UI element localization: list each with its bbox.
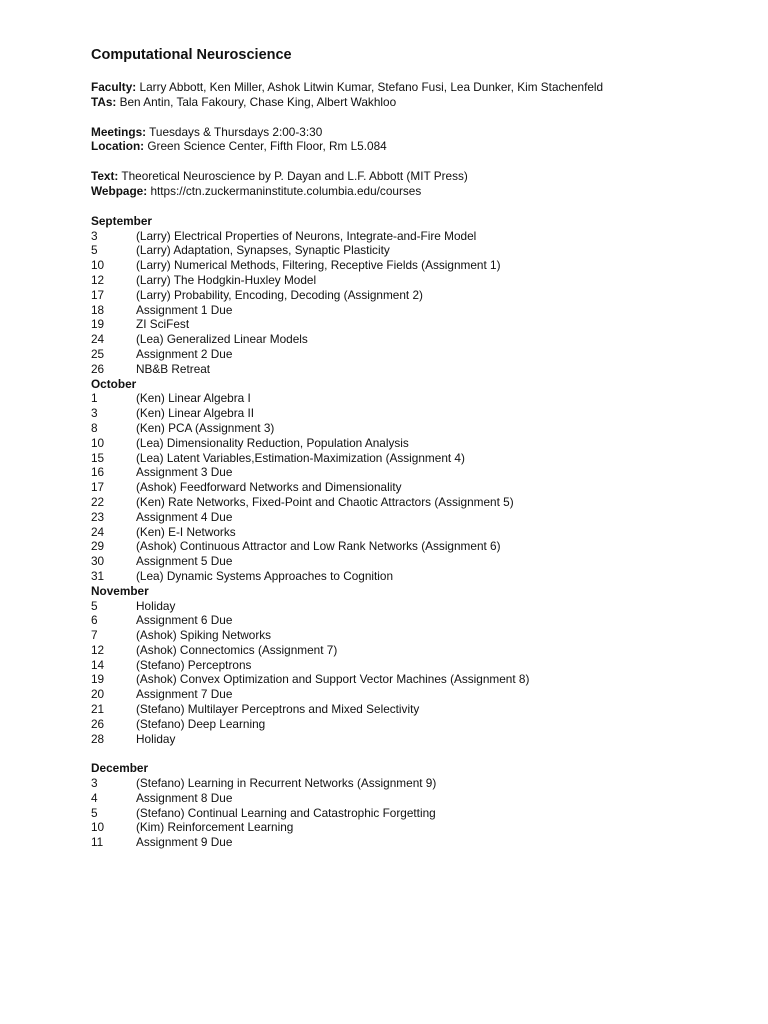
schedule-entry [91, 303, 731, 318]
schedule-entry [91, 554, 731, 569]
entry-description: Assignment 2 Due [136, 346, 233, 361]
schedule-entry [91, 317, 731, 332]
entry-description: Assignment 3 Due [136, 465, 233, 480]
entry-day: 3 [91, 228, 98, 243]
entry-description: (Ken) PCA (Assignment 3) [136, 420, 275, 435]
entry-day: 23 [91, 509, 105, 524]
entry-description: (Stefano) Learning in Recurrent Networks (Assignment 9) [136, 776, 437, 791]
schedule-entry [91, 243, 731, 258]
entry-description: (Stefano) Perceptrons [136, 657, 252, 672]
entry-day: 8 [91, 420, 98, 435]
entry-day: 18 [91, 302, 105, 317]
entry-description: Assignment 8 Due [136, 790, 233, 805]
tas-value: Ben Antin, Tala Fakoury, Chase King, Albert Wakhloo [119, 94, 397, 109]
entry-day: 12 [91, 272, 105, 287]
entry-day: 22 [91, 494, 105, 509]
entry-day: 19 [91, 672, 105, 687]
staff-block [91, 80, 731, 110]
entry-day: 15 [91, 450, 105, 465]
schedule-entry [91, 332, 731, 347]
entry-description: (Ken) E-I Networks [136, 524, 236, 539]
entry-description: Assignment 6 Due [136, 613, 233, 628]
schedule-entry [91, 628, 731, 643]
schedule-entry [91, 229, 731, 244]
location-line [91, 139, 731, 154]
schedule-entry [91, 672, 731, 687]
schedule-entry [91, 288, 731, 303]
entry-description: ZI SciFest [136, 317, 190, 332]
schedule [91, 214, 731, 850]
meetings-value: Tuesdays & Thursdays 2:00-3:30 [149, 124, 323, 139]
entry-description: Assignment 5 Due [136, 554, 233, 569]
schedule-entry [91, 658, 731, 673]
entry-day: 26 [91, 361, 105, 376]
tas-label: TAs: [91, 94, 117, 109]
entry-day: 7 [91, 628, 98, 643]
entry-description: (Lea) Latent Variables,Estimation-Maximization (Assignment 4) [136, 450, 465, 465]
entry-day: 17 [91, 287, 105, 302]
entry-day: 24 [91, 524, 105, 539]
schedule-entry [91, 569, 731, 584]
text-label: Text: [91, 169, 119, 184]
entry-description: (Larry) Adaptation, Synapses, Synaptic Plasticity [136, 243, 390, 258]
entry-day: 16 [91, 465, 105, 480]
schedule-entry [91, 776, 731, 791]
entry-description: (Ashok) Spiking Networks [136, 628, 272, 643]
entry-day: 25 [91, 346, 105, 361]
schedule-entry [91, 687, 731, 702]
entry-day: 1 [91, 391, 98, 406]
schedule-entry [91, 273, 731, 288]
schedule-entry [91, 406, 731, 421]
month-heading: September [91, 213, 152, 228]
webpage-value: https://ctn.zuckermaninstitute.columbia.edu/courses [150, 183, 422, 198]
entry-description: (Ashok) Convex Optimization and Support Vector Machines (Assignment 8) [136, 672, 530, 687]
entry-description: (Ken) Linear Algebra II [136, 406, 255, 421]
entry-day: 17 [91, 480, 105, 495]
entry-day: 30 [91, 554, 105, 569]
schedule-entry [91, 451, 731, 466]
entry-day: 20 [91, 687, 105, 702]
entry-description: (Stefano) Deep Learning [136, 716, 266, 731]
entry-day: 4 [91, 790, 98, 805]
entry-description: (Lea) Dynamic Systems Approaches to Cognition [136, 568, 394, 583]
entry-day: 3 [91, 776, 98, 791]
entry-description: Assignment 1 Due [136, 302, 233, 317]
entry-day: 11 [91, 835, 104, 850]
schedule-entry [91, 347, 731, 362]
entry-description: (Ashok) Continuous Attractor and Low Rank Networks (Assignment 6) [136, 539, 501, 554]
entry-day: 5 [91, 598, 98, 613]
entry-description: (Lea) Generalized Linear Models [136, 332, 308, 347]
month-heading: December [91, 761, 149, 776]
schedule-entry [91, 732, 731, 747]
entry-description: (Ken) Linear Algebra I [136, 391, 251, 406]
schedule-entry [91, 613, 731, 628]
entry-description: Assignment 7 Due [136, 687, 233, 702]
entry-description: Assignment 4 Due [136, 509, 233, 524]
entry-description: NB&B Retreat [136, 361, 211, 376]
text-value: Theoretical Neuroscience by P. Dayan and L.F. Abbott (MIT Press) [121, 169, 468, 184]
entry-description: (Larry) Numerical Methods, Filtering, Receptive Fields (Assignment 1) [136, 258, 501, 273]
schedule-entry [91, 791, 731, 806]
entry-description: (Larry) Electrical Properties of Neurons, Integrate-and-Fire Model [136, 228, 477, 243]
entry-description: (Ken) Rate Networks, Fixed-Point and Chaotic Attractors (Assignment 5) [136, 494, 514, 509]
entry-description: Assignment 9 Due [136, 835, 233, 850]
schedule-entry [91, 539, 731, 554]
tas-line [91, 95, 731, 110]
entry-description: (Stefano) Multilayer Perceptrons and Mixed Selectivity [136, 702, 420, 717]
schedule-entry [91, 421, 731, 436]
entry-day: 3 [91, 406, 98, 421]
entry-day: 24 [91, 332, 105, 347]
entry-day: 10 [91, 258, 105, 273]
location-value: Green Science Center, Fifth Floor, Rm L5.084 [147, 139, 387, 154]
entry-description: Holiday [136, 731, 176, 746]
entry-description: (Ashok) Connectomics (Assignment 7) [136, 642, 338, 657]
meeting-block [91, 125, 731, 155]
location-label: Location: [91, 139, 145, 154]
entry-description: (Ashok) Feedforward Networks and Dimensionality [136, 480, 402, 495]
schedule-entry [91, 258, 731, 273]
schedule-entry [91, 362, 731, 377]
schedule-entry [91, 820, 731, 835]
entry-day: 29 [91, 539, 105, 554]
entry-day: 6 [91, 613, 98, 628]
entry-day: 19 [91, 317, 105, 332]
schedule-entry [91, 465, 731, 480]
schedule-entry [91, 702, 731, 717]
month-heading: November [91, 583, 149, 598]
entry-description: (Lea) Dimensionality Reduction, Population Analysis [136, 435, 409, 450]
schedule-entry [91, 643, 731, 658]
schedule-entry [91, 510, 731, 525]
schedule-entry [91, 436, 731, 451]
entry-day: 5 [91, 243, 98, 258]
entry-day: 10 [91, 820, 105, 835]
schedule-entry [91, 717, 731, 732]
entry-description: (Kim) Reinforcement Learning [136, 820, 294, 835]
webpage-label: Webpage: [91, 183, 148, 198]
entry-day: 10 [91, 435, 105, 450]
entry-description: (Larry) The Hodgkin-Huxley Model [136, 272, 317, 287]
entry-day: 26 [91, 716, 105, 731]
entry-day: 21 [91, 702, 105, 717]
meetings-line [91, 125, 731, 140]
entry-description: (Stefano) Continual Learning and Catastrophic Forgetting [136, 805, 436, 820]
resources-block [91, 169, 731, 199]
schedule-entry [91, 806, 731, 821]
entry-day: 14 [91, 657, 105, 672]
document-title: Computational Neuroscience [91, 47, 292, 63]
month-heading: October [91, 376, 137, 391]
faculty-value: Larry Abbott, Ken Miller, Ashok Litwin Kumar, Stefano Fusi, Lea Dunker, Kim Stachenfeld [139, 80, 604, 94]
faculty-line [91, 80, 731, 95]
entry-description: Holiday [136, 598, 176, 613]
meetings-label: Meetings: [91, 124, 147, 139]
schedule-entry [91, 480, 731, 495]
faculty-label: Faculty: [91, 80, 137, 94]
schedule-entry [91, 391, 731, 406]
schedule-entry [91, 599, 731, 614]
entry-day: 28 [91, 731, 105, 746]
entry-day: 31 [91, 568, 105, 583]
webpage-line [91, 184, 731, 199]
entry-day: 12 [91, 642, 105, 657]
entry-day: 5 [91, 805, 98, 820]
text-line [91, 169, 731, 184]
schedule-entry [91, 495, 731, 510]
document-page [91, 46, 731, 850]
schedule-entry [91, 525, 731, 540]
schedule-entry [91, 835, 731, 850]
entry-description: (Larry) Probability, Encoding, Decoding (Assignment 2) [136, 287, 423, 302]
